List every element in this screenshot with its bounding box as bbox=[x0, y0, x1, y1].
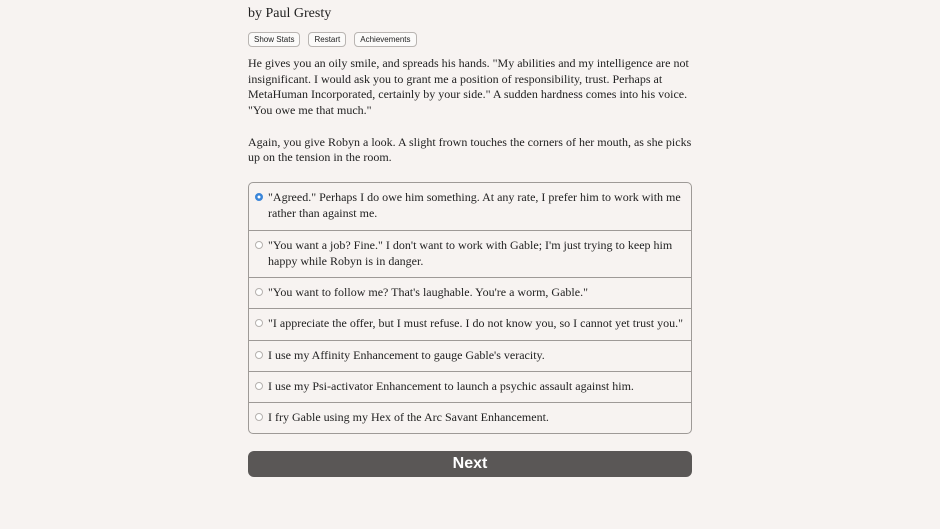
choice-option[interactable] bbox=[249, 371, 691, 402]
choice-list bbox=[248, 182, 692, 434]
choice-label: "You want to follow me? That's laughable. You're a worm, Gable." bbox=[268, 285, 588, 299]
choice-option[interactable] bbox=[249, 277, 691, 308]
next-button[interactable]: Next bbox=[248, 451, 692, 477]
restart-button[interactable]: Restart bbox=[308, 32, 346, 47]
story-text bbox=[248, 56, 693, 182]
choice-label: I use my Affinity Enhancement to gauge Gable's veracity. bbox=[268, 347, 545, 362]
show-stats-button[interactable]: Show Stats bbox=[248, 32, 300, 47]
radio-button[interactable] bbox=[255, 413, 263, 421]
achievements-button[interactable]: Achievements bbox=[354, 32, 416, 47]
choice-option[interactable] bbox=[249, 230, 691, 277]
choice-label: I fry Gable using my Hex of the Arc Savant Enhancement. bbox=[268, 410, 549, 425]
radio-button-selected[interactable] bbox=[255, 193, 263, 201]
story-paragraph: He gives you an oily smile, and spreads his hands. "My abilities and my intelligence are not insignificant. I would ask you to grant me a position of responsibility, trust. Perhaps at MetaHuman Incorporated, certainly by your side." A sudden hardness comes into his voice. "You owe me that much." bbox=[248, 56, 689, 118]
radio-button[interactable] bbox=[255, 241, 263, 249]
choice-option[interactable] bbox=[249, 183, 691, 230]
toolbar bbox=[248, 32, 417, 47]
choice-option[interactable] bbox=[249, 308, 691, 339]
radio-button[interactable] bbox=[255, 382, 263, 390]
story-paragraph: Again, you give Robyn a look. A slight frown touches the corners of her mouth, as she picks up on the tension in the room. bbox=[248, 134, 692, 165]
choice-option[interactable] bbox=[249, 340, 691, 371]
choice-label: I use my Psi-activator Enhancement to launch a psychic assault against him. bbox=[268, 378, 634, 393]
radio-button[interactable] bbox=[255, 319, 263, 327]
choice-label: "I appreciate the offer, but I must refuse. I do not know you, so I cannot yet trust you." bbox=[268, 316, 683, 331]
choice-option[interactable] bbox=[249, 402, 691, 433]
radio-button[interactable] bbox=[255, 351, 263, 359]
choice-label: "You want a job? Fine." I don't want to work with Gable; I'm just trying to keep him happy while Robyn is in danger. bbox=[268, 238, 673, 268]
radio-button[interactable] bbox=[255, 288, 263, 296]
choice-label: "Agreed." Perhaps I do owe him something. At any rate, I prefer him to work with me rather than against me. bbox=[268, 190, 681, 220]
author-line: by Paul Gresty bbox=[248, 6, 332, 21]
